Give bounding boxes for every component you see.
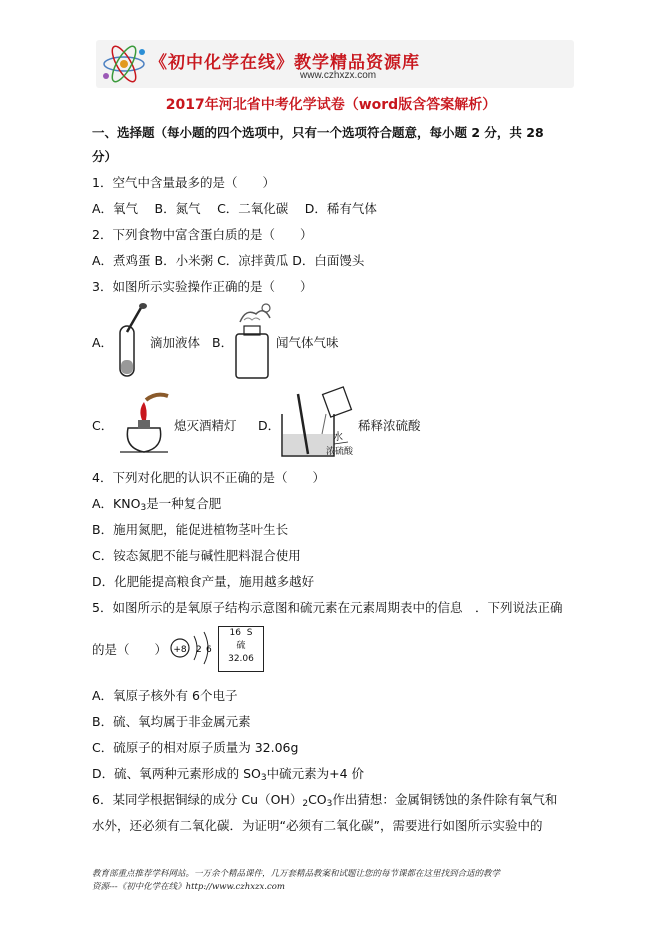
q3-option-d-text: 稀释浓硫酸: [358, 418, 421, 433]
q4-option-a: A．$KNO_3$是一种复合肥: [92, 496, 222, 513]
sulfur-symbol: S: [246, 628, 253, 638]
q5-option-c: C．硫原子的相对原子质量为 32.06g: [92, 740, 299, 755]
q3-stem: 3．如图所示实验操作正确的是（ ）: [92, 279, 313, 294]
atom-logo-icon: [98, 42, 154, 86]
sulfur-atomic-mass: 32.06: [228, 654, 254, 664]
q3-option-b-text: 闻气体气味: [276, 335, 339, 350]
q4-option-b: B．施用氮肥，能促进植物茎叶生长: [92, 522, 289, 537]
q3-d-water-label: 水: [333, 432, 343, 443]
q5-stem-line1: 5．如图所示的是氧原子结构示意图和硫元素在元素周期表中的信息 ．下列说法正确: [92, 600, 563, 615]
q3-option-b-label: B．: [212, 335, 234, 350]
footer-line2: 资源---《初中化学在线》http://www.czhxzx.com: [92, 882, 285, 892]
q1-options: A．氧气 B．氮气 C．二氧化碳 D．稀有气体: [92, 201, 377, 216]
atom-shell1-electrons: 2: [196, 645, 202, 655]
q6-line1: 6．某同学根据铜绿的成分 $Cu(OH)_2CO_3$作出猜想：金属铜锈蚀的条件除有氧气和: [92, 792, 558, 809]
page-footer: [92, 868, 500, 894]
q5-option-b: B．硫、氧均属于非金属元素: [92, 714, 251, 729]
q6-line2: 水外，还必须有二氧化碳．为证明“必须有二氧化碳”，需要进行如图所示实验中的: [92, 818, 543, 833]
oxygen-atom-structure-figure: [168, 628, 220, 668]
q3-option-c-label: C．: [92, 418, 114, 433]
q4-option-c: C．铵态氮肥不能与碱性肥料混合使用: [92, 548, 301, 563]
q2-stem: 2．下列食物中富含蛋白质的是（ ）: [92, 227, 313, 242]
q3-option-a-text: 滴加液体: [150, 335, 201, 350]
q3-d-acid-label: 浓硫酸: [326, 447, 354, 457]
gas-bottle-figure: [230, 300, 276, 382]
atom-nucleus-charge: +8: [173, 645, 187, 655]
q3-option-d-label: D．: [258, 418, 281, 433]
header-title: 《初中化学在线》教学精品资源库: [150, 53, 420, 73]
atom-shell2-electrons: 6: [206, 645, 212, 655]
q5-option-a: A．氧原子核外有 6个电子: [92, 688, 238, 703]
q2-options: A．煮鸡蛋 B．小米粥 C．凉拌黄瓜 D．白面馒头: [92, 253, 365, 268]
q3-option-c-text: 熄灭酒精灯: [174, 418, 237, 433]
section-heading-line1: 一、选择题（每小题的四个选项中，只有一个选项符合题意，每小题 2 分，共 28: [92, 125, 544, 140]
q4-stem: 4．下列对化肥的认识不正确的是（ ）: [92, 470, 325, 485]
q1-stem: 1．空气中含量最多的是（ ）: [92, 175, 275, 190]
sulfur-periodic-cell: [218, 626, 264, 672]
q5-stem-line2: 的是（ ）: [92, 642, 168, 657]
q4-option-d: D．化肥能提高粮食产量，施用越多越好: [92, 574, 315, 589]
sulfur-name: 硫: [236, 641, 246, 651]
footer-line1: 教育部重点推荐学科网站。一万余个精品课件，几万套精品教案和试题让您的每节课都在这里找到合适的教学: [92, 869, 501, 879]
alcohol-lamp-figure: [116, 386, 174, 456]
q5-option-d: D．硫、氧两种元素形成的 $SO_3$中硫元素为+4 价: [92, 766, 365, 783]
q3-option-a-label: A．: [92, 335, 114, 350]
header-url: www.czhxzx.com: [300, 70, 377, 81]
section-heading-line2: 分）: [92, 149, 118, 164]
dropper-test-tube-figure: [112, 302, 150, 380]
document-title: 2017年河北省中考化学试卷（word版含答案解析）: [165, 97, 497, 113]
sulfur-atomic-number: 16: [229, 628, 241, 638]
